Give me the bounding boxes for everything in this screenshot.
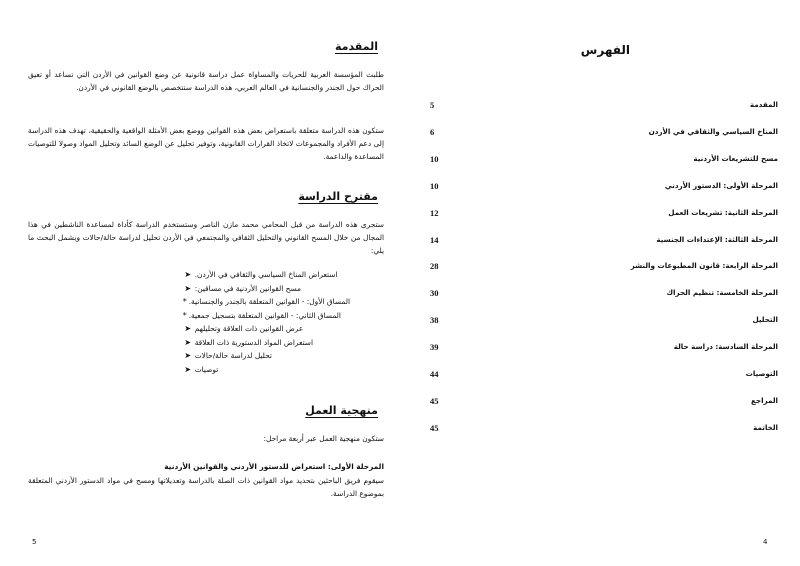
toc-entry	[430, 154, 778, 168]
bullet-item	[181, 322, 370, 336]
bullet-text: المساق الثاني: - القوانين المتعلقة بتسجيل جمعية.	[188, 310, 341, 320]
toc-entry-label: المرحلة الخامسة: تنظيم الحراك	[666, 288, 778, 298]
bullet-item	[181, 363, 370, 377]
methodology-intro: ستكون منهجية العمل عبر أربعة مراحل:	[263, 434, 384, 443]
toc-entry	[430, 181, 778, 195]
toc-entry-label: الخاتمة	[753, 422, 778, 432]
arrow-bullet-icon: ➤	[184, 283, 192, 293]
bullet-text: تحليل لدراسة حالة/حالات	[194, 351, 272, 360]
arrow-bullet-icon: ➤	[184, 324, 192, 333]
toc-entry-page: 10	[430, 180, 439, 191]
bullet-item	[181, 282, 370, 296]
toc-entry-page: 10	[430, 153, 439, 164]
bullet-item	[181, 349, 370, 363]
page-number-right: 4	[763, 538, 768, 546]
bullet-item	[181, 268, 370, 282]
toc-entry	[430, 423, 778, 437]
toc-title: الفهرس	[580, 43, 630, 57]
toc-entry	[430, 235, 778, 249]
toc-entry-page: 45	[430, 422, 439, 433]
toc-entry-label: المرحلة الثانية: تشريعات العمل	[668, 207, 778, 217]
toc-entry-label: مسح للتشريعات الأردنية	[693, 153, 778, 163]
toc-entry-label: المرحلة الأولى: الدستور الأردني	[664, 180, 778, 190]
asterisk-icon: *	[182, 297, 187, 306]
bullet-text: عرض القوانين ذات العلاقة وتحليلهم	[194, 324, 304, 333]
toc-entry	[430, 369, 778, 383]
toc-entry-page: 28	[430, 261, 439, 272]
arrow-bullet-icon: ➤	[184, 351, 192, 360]
toc-entry	[430, 288, 778, 302]
intro-heading: المقدمة	[334, 40, 378, 53]
bullet-text: المساق الأول: - القوانين المتعلقة بالجندر والجنسانية.	[188, 297, 350, 306]
toc-entry-label: المراجع	[750, 395, 778, 405]
toc-entry-label: المرحلة الثالثة: الإعتداءات الجنسية	[656, 234, 778, 244]
toc-entry-page: 38	[430, 315, 439, 326]
proposal-bullet-list	[181, 268, 370, 376]
toc-entry	[430, 261, 778, 275]
bullet-text: مسح القوانين الأردنية في مساقين:	[194, 283, 302, 293]
intro-paragraph-1: طلبت المؤسسة العربية للحريات والمساواة عمل دراسة قانونية عن وضع القوانين في الأردن التي تساعد أو تعيق الحراك حول الجندر والجنسانية في العالم العربي، هذه الدراسة ستتخصص بالوضع القانوني في الأردن.	[28, 70, 384, 92]
proposal-heading: مقترح الدراسة	[298, 190, 378, 203]
arrow-bullet-icon: ➤	[184, 270, 192, 279]
sub-bullet-item	[181, 309, 350, 323]
toc-entry-label: المرحلة السادسة: دراسة حالة	[673, 342, 778, 352]
arrow-bullet-icon: ➤	[184, 337, 192, 347]
toc-entry-page: 12	[430, 207, 439, 218]
toc-entry-label: المناخ السياسي والثقافي في الأردن	[648, 126, 778, 136]
toc-entry-page: 30	[430, 288, 439, 299]
toc-entry-page: 45	[430, 395, 439, 406]
bullet-text: استعراض المناخ السياسي والثقافي في الأردن.	[194, 270, 338, 279]
toc-entry-label: التحليل	[752, 315, 778, 325]
toc-entry-page: 44	[430, 369, 439, 379]
toc-entry	[430, 342, 778, 356]
bullet-text: استعراض المواد الدستورية ذات العلاقة	[194, 337, 314, 347]
methodology-heading: منهجية العمل	[305, 404, 378, 417]
intro-paragraph-2: ستكون هذه الدراسة متعلقة باستعراض بعض هذه القوانين ووضع بعض الأمثلة الواقعية والحقيقية، تهدف هذه الدراسة إلى دعم الأفراد والمجموعات لاتخاذ القرارات القانونية، وتوفير تحليل عن الوضع السائد وتحليل المواد وصولا للتوصيات المساعدة والداعمة.	[28, 126, 384, 161]
toc-entry	[430, 208, 778, 222]
proposal-paragraph: ستجرى هذه الدراسة من قبل المحامي محمد مازن الناصر وستستخدم الدراسة كأداة لمساعدة الناشطين في هذا المجال من خلال المسح القانوني والتحليل الثقافي والمجتمعي في الأردن تحليل لدراسة حالة/حالات ويشمل البحث ما يلي:	[28, 220, 384, 255]
toc-entry	[430, 127, 778, 141]
toc-entry	[430, 315, 778, 329]
stage-one-title: المرحلة الأولى: استعراض للدستور الأردني والقوانين الأردنية	[164, 462, 384, 471]
asterisk-icon: *	[182, 310, 187, 320]
toc-entry-label: التوصيات	[745, 369, 778, 378]
toc-entry-page: 39	[430, 342, 439, 353]
toc-entry-page: 5	[430, 100, 435, 110]
page-number-left: 5	[32, 538, 37, 546]
sub-bullet-item	[181, 295, 350, 309]
toc-entry	[430, 100, 778, 114]
right-page	[400, 0, 800, 566]
toc-entry	[430, 396, 778, 410]
arrow-bullet-icon: ➤	[184, 364, 192, 374]
toc-entry-label: المقدمة	[749, 100, 778, 109]
toc-entry-page: 14	[430, 234, 439, 245]
bullet-text: توصيات	[194, 364, 219, 374]
toc-entry-page: 6	[430, 126, 435, 137]
toc-entry-label: المرحلة الرابعة: قانون المطبوعات والنشر	[630, 261, 778, 271]
stage-one-text: سيقوم فريق الباحثين بتحديد مواد القوانين ذات الصلة بالدراسة وتعديلاتها ومسح في مواد الدستور الأردني المتعلقة بموضوع الدراسة.	[28, 476, 384, 498]
bullet-item	[181, 336, 370, 350]
